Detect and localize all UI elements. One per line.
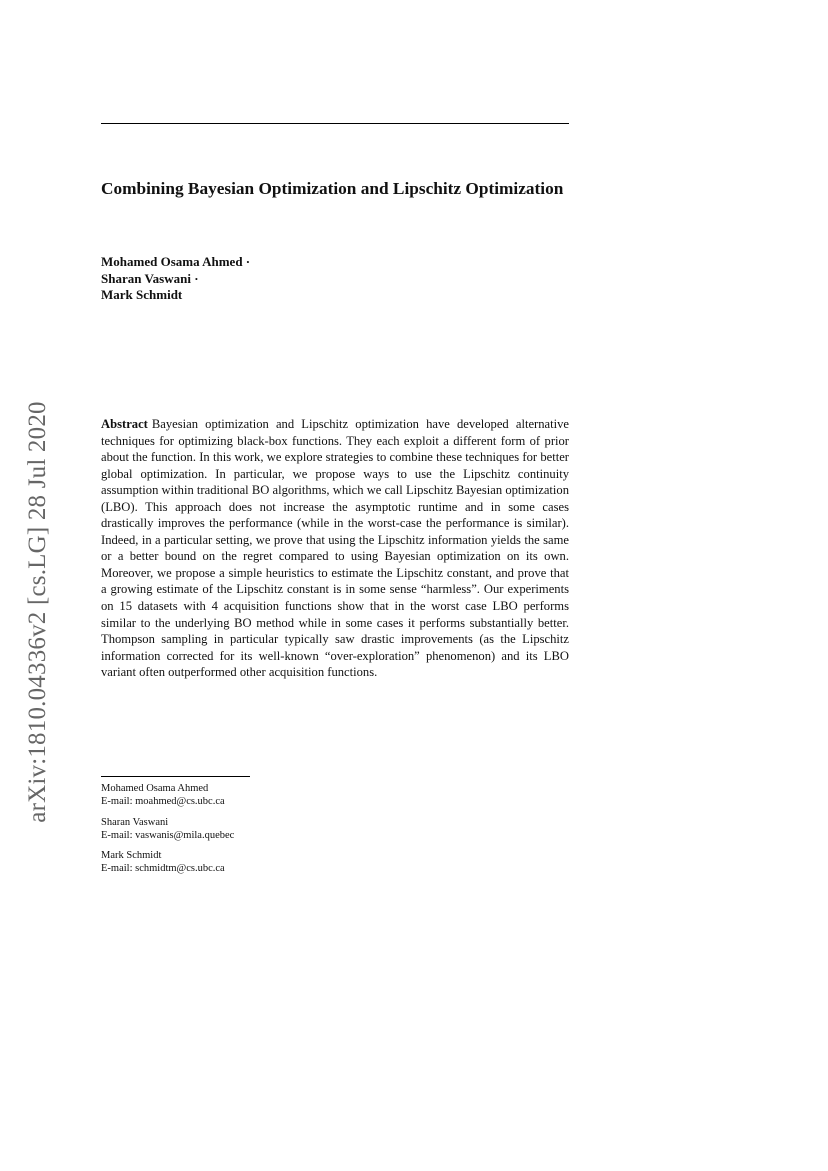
footnote-name: Sharan Vaswani <box>101 816 169 828</box>
paper-title: Combining Bayesian Optimization and Lipschitz Optimization <box>101 179 564 198</box>
abstract <box>101 416 569 681</box>
abstract-label: Abstract <box>101 417 148 431</box>
footnotes <box>101 782 401 883</box>
author-1: Mohamed Osama Ahmed · <box>101 254 251 269</box>
footnote-email: E-mail: schmidtm@cs.ubc.ca <box>101 863 225 875</box>
abstract-text: Bayesian optimization and Lipschitz optimization have developed alternative techniques for optimizing black-box functions. They each exploit a different form of prior about the function. In this work, we explore strategies to combine these techniques for better global optimization. In particular, we propose ways to use the Lipschitz continuity assumption within traditional BO algorithms, which we call Lipschitz Bayesian optimization (LBO). This approach does not increase the asymptotic runtime and in some cases drastically improves the performance (while in the worst-case the performance is similar). Indeed, in a particular setting, we prove that using the Lipschitz information yields the same or a better bound on the regret compared to using Bayesian optimization on its own. Moreover, we propose a simple heuristics to estimate the Lipschitz constant, and prove that a growing estimate of the Lipschitz constant is in some sense “harmless”. Our experiments on 15 datasets with 4 acquisition functions show that in the worst case LBO performs similar to the underlying BO method while in some cases it performs substantially better. Thompson sampling in particular typically saw drastic improvements (as the Lipschitz information corrected for its well-known “over-exploration” phenomenon) and its LBO variant often outperformed other acquisition functions. <box>101 417 569 680</box>
arxiv-identifier: arXiv:1810.04336v2 [cs.LG] 28 Jul 2020 <box>24 401 51 823</box>
author-3: Mark Schmidt <box>101 287 183 302</box>
author-list <box>101 254 569 304</box>
footnote-author-1 <box>101 782 401 809</box>
footnote-email: E-mail: moahmed@cs.ubc.ca <box>101 796 225 808</box>
author-2: Sharan Vaswani · <box>101 270 199 286</box>
footnote-name: Mark Schmidt <box>101 850 162 862</box>
footnote-rule <box>101 776 250 777</box>
footnote-name: Mohamed Osama Ahmed <box>101 783 209 794</box>
top-rule <box>101 123 569 124</box>
footnote-author-3 <box>101 849 401 876</box>
footnote-author-2 <box>101 816 401 843</box>
footnote-email: E-mail: vaswanis@mila.quebec <box>101 829 235 841</box>
